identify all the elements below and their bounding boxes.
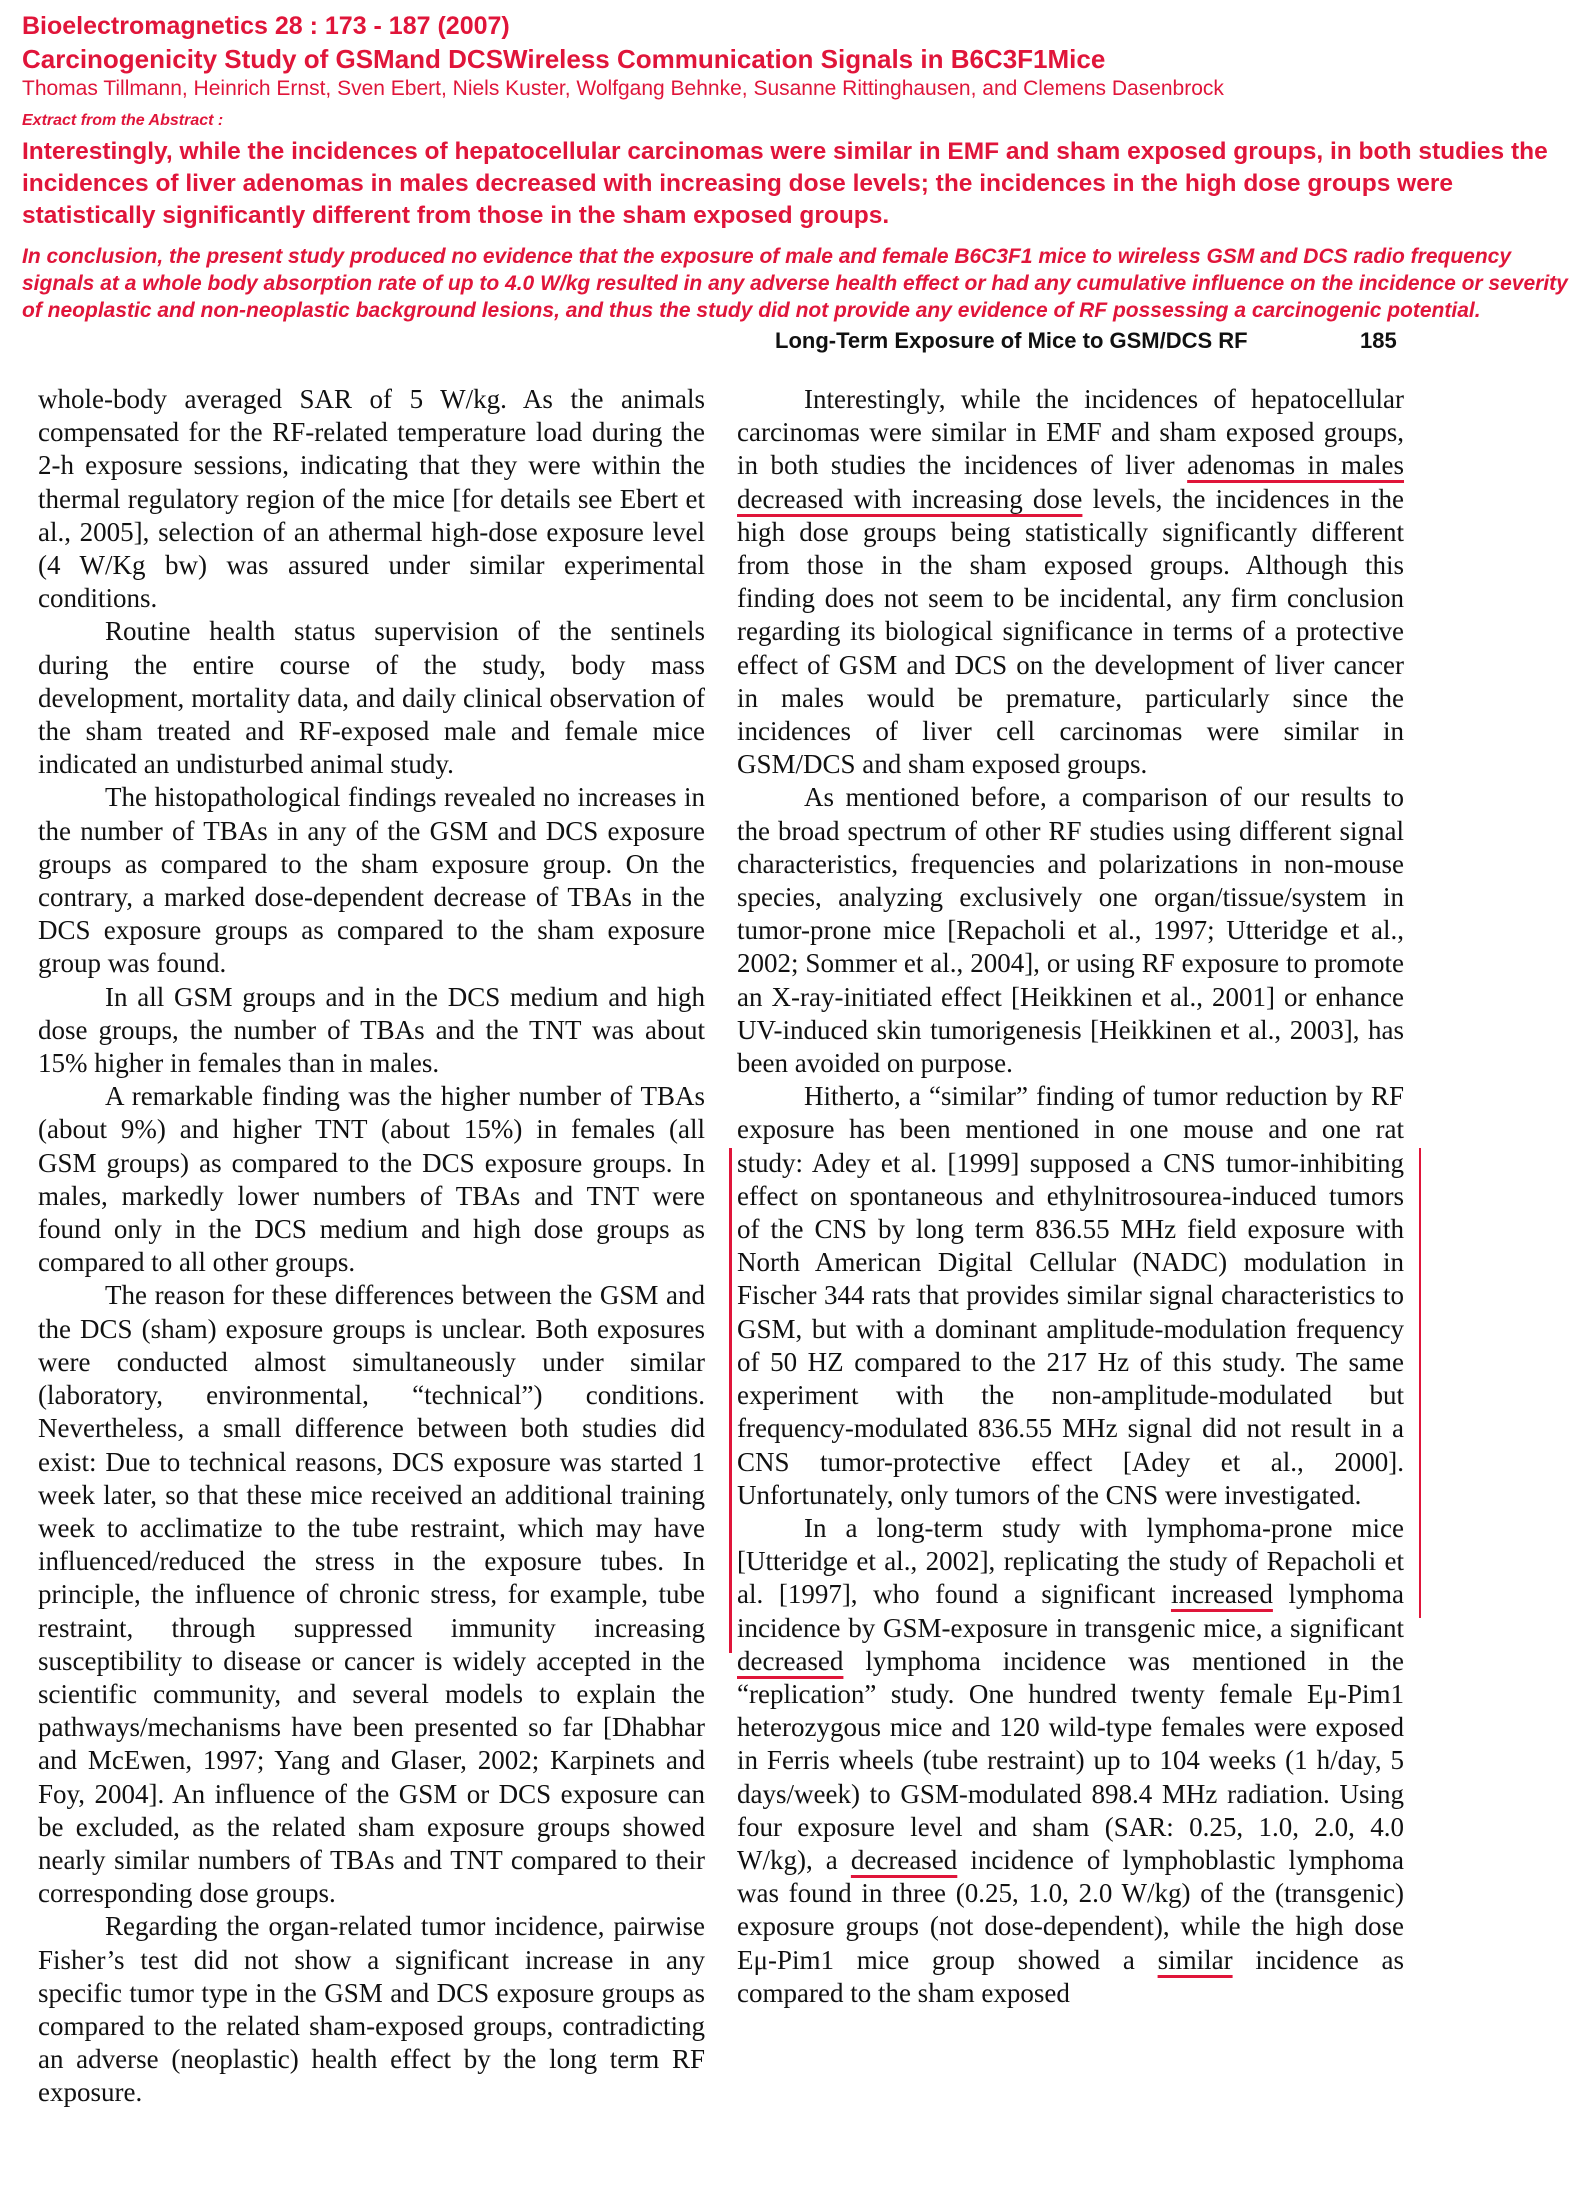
abstract-quote-2: In conclusion, the present study produced no evidence that the exposure of male and female B6C3F1 mice to wireless GSM and DCS radio frequency signals at a whole body absorption rate of up to 4.0 W/kg resulted in any adverse health effect or had any cumulative influence on the incidence or severity of neoplastic and non-neoplastic background lesions, and thus the study did not provide any evidence of RF possessing a carcinogenic potential. bbox=[22, 245, 1568, 322]
underlined-highlight: increased bbox=[1170, 1579, 1273, 1610]
underlined-highlight: decreased bbox=[850, 1844, 958, 1875]
running-head: Long-Term Exposure of Mice to GSM/DCS RF bbox=[775, 328, 1248, 353]
text-span: lymphoma incidence was mentioned in the “replication” study. One hundred twenty female Eμ-Pim1 heterozygous mice and 120 wild-type females were exposed in Ferris wheels (tube restraint) up to 104 weeks (1 h/day, 5 days/week) to GSM-modulated 898.4 MHz radiation. Using four exposure level and sham (SAR: 0.25, 1.0, 2.0, 4.0 W/kg), a bbox=[737, 1645, 1404, 1875]
text-span: In a long-term study with lymphoma-prone mice [Utteridge et al., 2002], replicating the study of Repacholi et al. [1997], who found a significant bbox=[737, 1512, 1404, 1610]
underlined-highlight: decreased bbox=[737, 1645, 844, 1676]
paper-title: Carcinogenicity Study of GSMand DCSWireless Communication Signals in B6C3F1Mice bbox=[22, 44, 1106, 74]
text-span: Interestingly, while the incidences of hepatocellular carcinomas were similar in EMF and sham exposed groups, in both studies the incidences of liver bbox=[737, 384, 1404, 481]
paragraph: Hitherto, a “similar” finding of tumor reduction by RF exposure has been mentioned in one mouse and one rat study: Adey et al. [1999] supposed a CNS tumor-inhibiting effect on spontaneous and ethylnitrosourea-induced tumors of the CNS by long term 836.55 MHz field exposure with North American Digital Cellular (NADC) modulation in Fischer 344 rats that provides similar signal characteristics to GSM, but with a dominant amplitude-modulation frequency of 50 HZ compared to the 217 Hz of this study. The same experiment with the non-amplitude-modulated but frequency-modulated 836.55 MHz signal did not result in a CNS tumor-protective effect [Adey et al., 2000]. Unfortunately, only tumors of the CNS were investigated. bbox=[737, 1081, 1404, 1510]
text-span: incidence of lymphoblastic lymphoma was found in three (0.25, 1.0, 2.0 W/kg) of the (transgenic) exposure groups (not dose-dependent), while the high dose Eμ-Pim1 mice group showed a bbox=[737, 1844, 1404, 1975]
page-number: 185 bbox=[1360, 328, 1397, 353]
text-span: lymphoma incidence by GSM-exposure in transgenic mice, a significant bbox=[737, 1579, 1404, 1643]
paragraph bbox=[737, 383, 1404, 781]
paragraph: The histopathological findings revealed no increases in the number of TBAs in any of the GSM and DCS exposure groups as compared to the sham exposure group. On the contrary, a marked dose-dependent decrease of TBAs in the DCS exposure groups as compared to the sham exposure group was found. bbox=[38, 782, 705, 979]
journal-citation: Bioelectromagnetics 28 : 173 - 187 (2007) bbox=[22, 12, 510, 40]
paragraph: The reason for these differences between the GSM and the DCS (sham) exposure groups is unclear. Both exposures were conducted almost simultaneously under similar (laboratory, environmental, “technical”) conditions. Nevertheless, a small difference between both studies did exist: Due to technical reasons, DCS exposure was started 1 week later, so that these mice received an additional training week to acclimatize to the tube restraint, which may have influenced/reduced the stress in the exposure tubes. In principle, the influence of chronic stress, for example, tube restraint, through suppressed immunity increasing susceptibility to disease or cancer is widely accepted in the scientific community, and several models to explain the pathways/mechanisms have been presented so far [Dhabhar and McEwen, 1997; Yang and Glaser, 2002; Karpinets and Foy, 2004]. An influence of the GSM or DCS exposure can be excluded, as the related sham exposure groups showed nearly similar numbers of TBAs and TNT compared to their corresponding dose groups. bbox=[38, 1280, 705, 1909]
paragraph: In all GSM groups and in the DCS medium and high dose groups, the number of TBAs and the TNT was about 15% higher in females than in males. bbox=[38, 981, 705, 1079]
underlined-highlight: similar bbox=[1157, 1944, 1233, 1975]
paragraph: Routine health status supervision of the sentinels during the entire course of the study, body mass development, mortality data, and daily clinical observation of the sham treated and RF-exposed male and female mice indicated an undisturbed animal study. bbox=[38, 616, 705, 780]
paragraph: As mentioned before, a comparison of our results to the broad spectrum of other RF studies using different signal characteristics, frequencies and polarizations in non-mouse species, analyzing exclusively one organ/tissue/system in tumor-prone mice [Repacholi et al., 1997; Utteridge et al., 2002; Sommer et al., 2004], or using RF exposure to promote an X-ray-initiated effect [Heikkinen et al., 2001] or enhance UV-induced skin tumorigenesis [Heikkinen et al., 2003], has been avoided on purpose. bbox=[737, 782, 1404, 1079]
paragraph: whole-body averaged SAR of 5 W/kg. As the animals compensated for the RF-related temperature load during the 2-h exposure sessions, indicating that they were within the thermal regulatory region of the mice [for details see Ebert et al., 2005], selection of an athermal high-dose exposure level (4 W/Kg bw) was assured under similar experimental conditions. bbox=[38, 384, 705, 614]
paragraph: Regarding the organ-related tumor incidence, pairwise Fisher’s test did not show a significant increase in any specific tumor type in the GSM and DCS exposure groups as compared to the related sham-exposed groups, contradicting an adverse (neoplastic) health effect by the long term RF exposure. bbox=[38, 1911, 705, 2108]
right-column bbox=[737, 383, 1404, 2010]
highlight-bar-right bbox=[1419, 1148, 1421, 1618]
text-span: levels, the incidences in the high dose groups being statistically significantly different from those in the sham exposed groups. Although this finding does not seem to be incidental, any firm conclusion regarding its biological significance in terms of a protective effect of GSM and DCS on the development of liver cancer in males would be premature, particularly since the incidences of liver cell carcinomas were similar in GSM/DCS and sham exposed groups. bbox=[737, 483, 1404, 780]
left-column bbox=[38, 383, 705, 2110]
underlined-highlight: adenomas in males decreased with increasing dose bbox=[737, 450, 1405, 514]
highlight-bar-left bbox=[729, 1148, 732, 1653]
abstract-quote-1: Interestingly, while the incidences of hepatocellular carcinomas were similar in EMF and sham exposed groups, in both studies the incidences of liver adenomas in males decreased with increasing dose levels; the incidences in the high dose groups were statistically significantly different from those in the sham exposed groups. bbox=[22, 138, 1548, 229]
paragraph: A remarkable finding was the higher number of TBAs (about 9%) and higher TNT (about 15%) in females (all GSM groups) as compared to the DCS exposure groups. In males, markedly lower numbers of TBAs and TNT were found only in the DCS medium and high dose groups as compared to all other groups. bbox=[38, 1081, 705, 1278]
paragraph bbox=[737, 1512, 1404, 2010]
author-list: Thomas Tillmann, Heinrich Ernst, Sven Ebert, Niels Kuster, Wolfgang Behnke, Susanne Rittinghausen, and Clemens Dasenbrock bbox=[22, 77, 1224, 100]
extract-label: Extract from the Abstract : bbox=[22, 112, 224, 129]
text-span: incidence as compared to the sham exposed bbox=[737, 1944, 1404, 2008]
